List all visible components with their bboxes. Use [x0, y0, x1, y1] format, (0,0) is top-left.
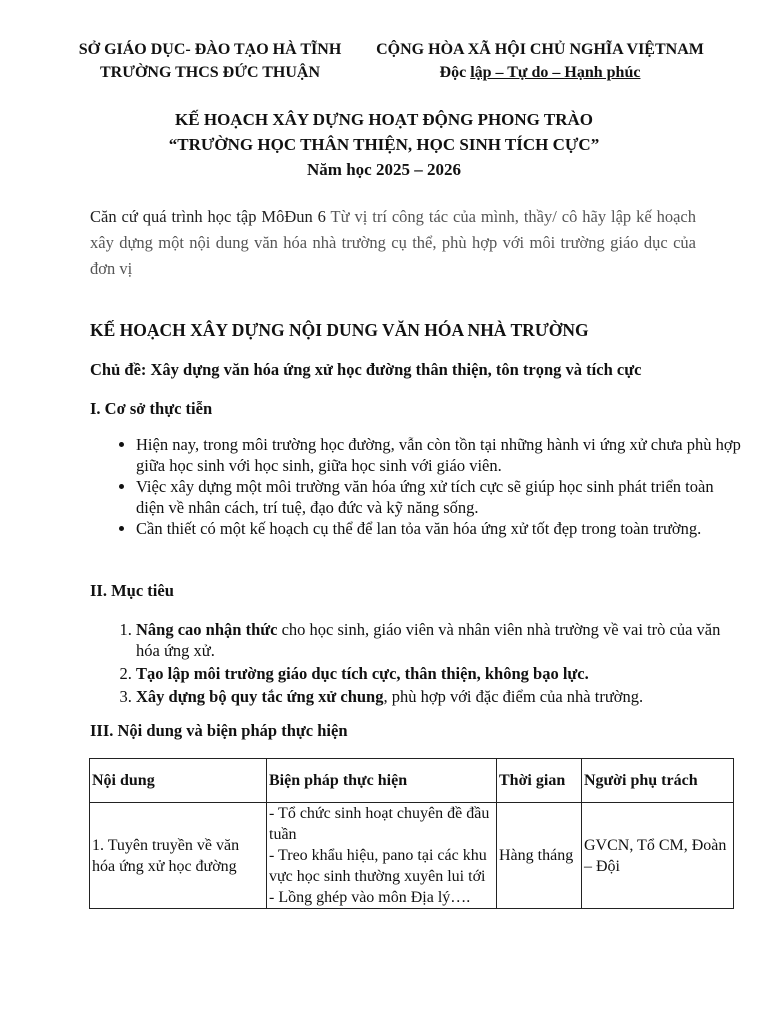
- national-motto: [360, 61, 720, 84]
- table-row: [90, 803, 734, 909]
- section2-heading: II. Mục tiêu: [90, 581, 174, 600]
- header-left: [60, 38, 360, 84]
- goal-text: cho học sinh, giáo viên và nhân viên nhà trường về vai trò của văn hóa ứng xử.: [136, 620, 721, 660]
- column-header-content: Nội dung: [90, 759, 267, 803]
- measure-item: - Tổ chức sinh hoạt chuyên đề đầu tuần: [269, 805, 490, 843]
- topic-line: Chủ đề: Xây dựng văn hóa ứng xử học đường thân thiện, tôn trọng và tích cực: [90, 360, 642, 379]
- school-name: TRƯỜNG THCS ĐỨC THUẬN: [99, 64, 321, 81]
- measure-item: - Lồng ghép vào môn Địa lý….: [269, 889, 471, 906]
- section1-bullet-list: [90, 434, 746, 539]
- intro-paragraph: [90, 204, 696, 282]
- cell-time: Hàng tháng: [497, 803, 582, 909]
- department-name: SỞ GIÁO DỤC- ĐÀO TẠO HÀ TĨNH: [78, 41, 342, 58]
- column-header-measures: Biện pháp thực hiện: [267, 759, 497, 803]
- list-item: [136, 686, 746, 707]
- plan-table: [89, 758, 734, 909]
- goal-bold: Xây dựng bộ quy tắc ứng xử chung: [136, 687, 384, 706]
- column-header-owner: Người phụ trách: [582, 759, 734, 803]
- goal-bold: Nâng cao nhận thức: [136, 620, 278, 639]
- column-header-time: Thời gian: [497, 759, 582, 803]
- intro-lead: Căn cứ quá trình học tập MôĐun 6: [90, 207, 331, 226]
- list-item: • Hiện nay, trong môi trường học đường, vẫn còn tồn tại những hành vi ứng xử chưa phù hợp giữa học sinh với học sinh, giữa học sinh với giáo viên.: [136, 434, 746, 476]
- section1-heading: I. Cơ sở thực tiễn: [90, 399, 213, 418]
- cell-content: 1. Tuyên truyền về văn hóa ứng xử học đường: [90, 803, 267, 909]
- document-title-line2: “TRƯỜNG HỌC THÂN THIỆN, HỌC SINH TÍCH CỰC”: [168, 135, 600, 154]
- motto-underlined: lập – Tự do – Hạnh phúc: [470, 64, 641, 81]
- list-item: • Việc xây dựng một môi trường văn hóa ứng xử tích cực sẽ giúp học sinh phát triển toàn diện về nhân cách, trí tuệ, đạo đức và kỹ năng sống.: [136, 476, 746, 518]
- motto-prefix: Độc: [439, 64, 471, 81]
- cell-measures: [267, 803, 497, 909]
- table-header-row: [90, 759, 734, 803]
- intro-task: Từ vị trí công tác của mình, thầy/ cô hãy lập kế hoạch xây dựng một nội dung văn hóa nhà trường cụ thể, phù hợp với môi trường giáo dục của đơn vị: [90, 207, 696, 278]
- plan-heading: KẾ HOẠCH XÂY DỰNG NỘI DUNG VĂN HÓA NHÀ TRƯỜNG: [90, 320, 589, 340]
- school-year: Năm học 2025 – 2026: [307, 160, 461, 179]
- goal-bold: Tạo lập môi trường giáo dục tích cực, thân thiện, không bạo lực.: [136, 664, 589, 683]
- measure-item: - Treo khẩu hiệu, pano tại các khu vực học sinh thường xuyên lui tới: [269, 847, 487, 885]
- section3-heading: III. Nội dung và biện pháp thực hiện: [90, 721, 348, 740]
- cell-owner: GVCN, Tổ CM, Đoàn – Đội: [582, 803, 734, 909]
- section2-goal-list: [90, 619, 746, 709]
- header-right: [360, 38, 720, 84]
- goal-text: , phù hợp với đặc điểm của nhà trường.: [383, 687, 644, 706]
- list-item: [136, 663, 746, 684]
- national-title: CỘNG HÒA XÃ HỘI CHỦ NGHĨA VIỆTNAM: [376, 41, 704, 58]
- list-item: [136, 619, 746, 661]
- list-item: • Cần thiết có một kế hoạch cụ thể để lan tỏa văn hóa ứng xử tốt đẹp trong toàn trường.: [136, 518, 746, 539]
- document-title-line1: KẾ HOẠCH XÂY DỰNG HOẠT ĐỘNG PHONG TRÀO: [175, 110, 593, 129]
